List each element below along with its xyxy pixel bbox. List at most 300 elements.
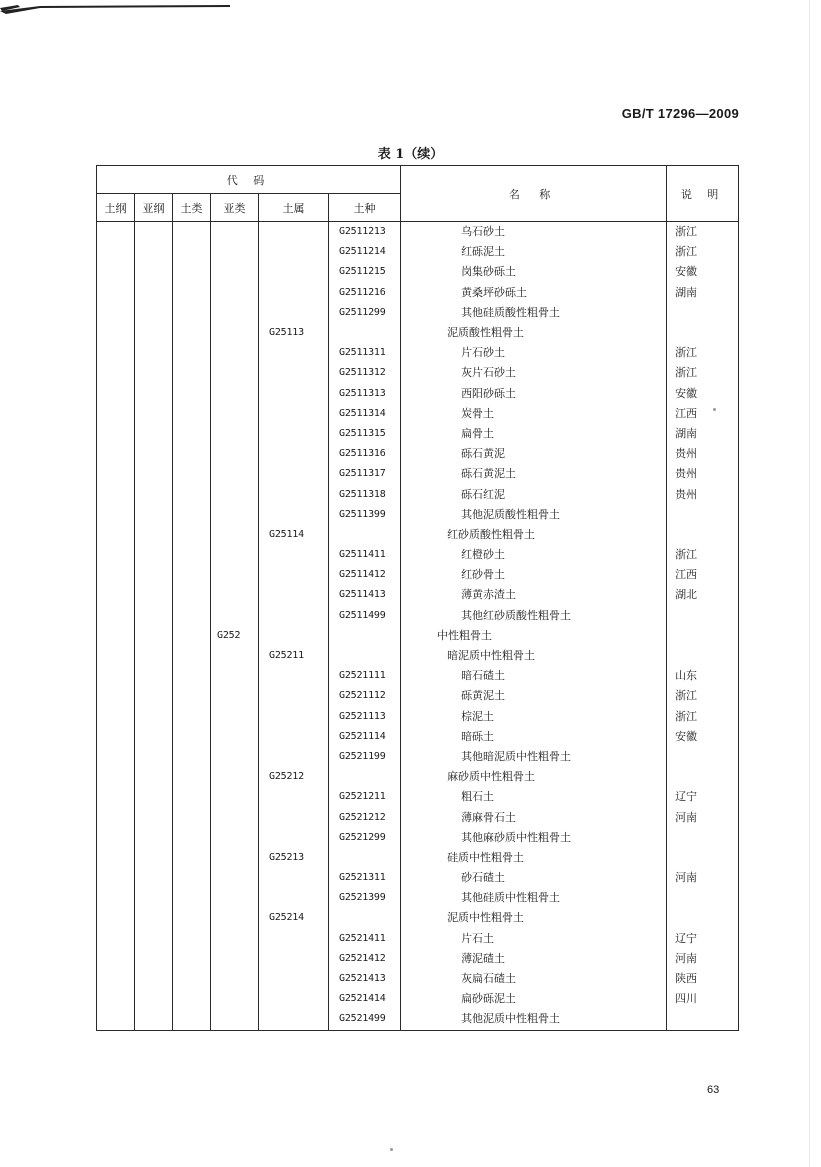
order-code-cell <box>97 262 135 282</box>
subgroup-code-cell <box>211 707 259 727</box>
soil-name-cell: 红橙砂土 <box>401 545 667 565</box>
subgroup-code-cell <box>211 1009 259 1030</box>
province-note-cell <box>667 888 739 908</box>
series-code-cell: G2521212 <box>329 807 401 827</box>
series-code-cell: G2511299 <box>329 303 401 323</box>
order-code-cell <box>97 929 135 949</box>
soil-name-cell: 硅质中性粗骨土 <box>401 848 667 868</box>
soil-name-cell: 黄桑坪砂砾土 <box>401 283 667 303</box>
header-subgroup: 亚类 <box>211 194 259 222</box>
series-code-cell: G2511317 <box>329 464 401 484</box>
province-note-cell: 湖南 <box>667 424 739 444</box>
subgroup-code-cell <box>211 343 259 363</box>
province-note-cell <box>667 747 739 767</box>
order-code-cell <box>97 1009 135 1030</box>
suborder-code-cell <box>135 384 173 404</box>
suborder-code-cell <box>135 505 173 525</box>
province-note-cell <box>667 767 739 787</box>
table-row <box>97 989 739 1009</box>
suborder-code-cell <box>135 626 173 646</box>
province-note-cell <box>667 908 739 928</box>
group-code-cell <box>173 626 211 646</box>
group-code-cell <box>173 585 211 605</box>
scan-speck <box>713 408 716 411</box>
family-code-cell: G25211 <box>259 646 329 666</box>
subgroup-code-cell <box>211 848 259 868</box>
series-code-cell: G2511311 <box>329 343 401 363</box>
province-note-cell: 江西 <box>667 565 739 585</box>
series-code-cell: G2521412 <box>329 949 401 969</box>
group-code-cell <box>173 363 211 383</box>
soil-name-cell: 西阳砂砾土 <box>401 384 667 404</box>
family-code-cell <box>259 303 329 323</box>
subgroup-code-cell <box>211 747 259 767</box>
group-code-cell <box>173 505 211 525</box>
table-row <box>97 848 739 868</box>
subgroup-code-cell <box>211 283 259 303</box>
suborder-code-cell <box>135 262 173 282</box>
series-code-cell: G2511214 <box>329 242 401 262</box>
province-note-cell: 陕西 <box>667 969 739 989</box>
family-code-cell <box>259 363 329 383</box>
table-row <box>97 707 739 727</box>
standard-number: GB/T 17296—2009 <box>621 106 739 121</box>
family-code-cell <box>259 989 329 1009</box>
family-code-cell <box>259 505 329 525</box>
order-code-cell <box>97 888 135 908</box>
soil-name-cell: 粗石土 <box>401 787 667 807</box>
group-code-cell <box>173 828 211 848</box>
series-code-cell: G2511318 <box>329 484 401 504</box>
table-row <box>97 484 739 504</box>
subgroup-code-cell <box>211 868 259 888</box>
subgroup-code-cell <box>211 464 259 484</box>
group-code-cell <box>173 464 211 484</box>
suborder-code-cell <box>135 868 173 888</box>
order-code-cell <box>97 807 135 827</box>
group-code-cell <box>173 888 211 908</box>
header-note: 说 明 <box>667 166 739 222</box>
suborder-code-cell <box>135 767 173 787</box>
table-row <box>97 343 739 363</box>
table-row <box>97 787 739 807</box>
soil-name-cell: 其他泥质酸性粗骨土 <box>401 505 667 525</box>
group-code-cell <box>173 242 211 262</box>
province-note-cell: 安徽 <box>667 262 739 282</box>
soil-name-cell: 砾黄泥土 <box>401 686 667 706</box>
group-code-cell <box>173 525 211 545</box>
group-code-cell <box>173 283 211 303</box>
table-row <box>97 585 739 605</box>
soil-name-cell: 砾石黄泥土 <box>401 464 667 484</box>
subgroup-code-cell <box>211 969 259 989</box>
order-code-cell <box>97 525 135 545</box>
group-code-cell <box>173 868 211 888</box>
soil-name-cell: 薄麻骨石土 <box>401 807 667 827</box>
series-code-cell: G2521399 <box>329 888 401 908</box>
soil-name-cell: 其他麻砂质中性粗骨土 <box>401 828 667 848</box>
province-note-cell: 河南 <box>667 868 739 888</box>
table-row <box>97 949 739 969</box>
suborder-code-cell <box>135 303 173 323</box>
group-code-cell <box>173 989 211 1009</box>
suborder-code-cell <box>135 807 173 827</box>
suborder-code-cell <box>135 646 173 666</box>
suborder-code-cell <box>135 424 173 444</box>
province-note-cell: 浙江 <box>667 363 739 383</box>
subgroup-code-cell <box>211 606 259 626</box>
order-code-cell <box>97 505 135 525</box>
table-row <box>97 626 739 646</box>
province-note-cell <box>667 505 739 525</box>
soil-name-cell: 泥质酸性粗骨土 <box>401 323 667 343</box>
family-code-cell: G25213 <box>259 848 329 868</box>
soil-name-cell: 泥质中性粗骨土 <box>401 908 667 928</box>
order-code-cell <box>97 242 135 262</box>
family-code-cell <box>259 242 329 262</box>
group-code-cell <box>173 606 211 626</box>
group-code-cell <box>173 707 211 727</box>
subgroup-code-cell <box>211 384 259 404</box>
soil-code-table <box>96 165 739 1031</box>
subgroup-code-cell <box>211 262 259 282</box>
series-code-cell: G2511413 <box>329 585 401 605</box>
family-code-cell <box>259 404 329 424</box>
family-code-cell <box>259 707 329 727</box>
order-code-cell <box>97 606 135 626</box>
family-code-cell <box>259 1009 329 1030</box>
group-code-cell <box>173 787 211 807</box>
series-code-cell: G2521199 <box>329 747 401 767</box>
family-code-cell <box>259 606 329 626</box>
table-row <box>97 283 739 303</box>
order-code-cell <box>97 626 135 646</box>
group-code-cell <box>173 1009 211 1030</box>
family-code-cell: G25212 <box>259 767 329 787</box>
province-note-cell <box>667 606 739 626</box>
order-code-cell <box>97 404 135 424</box>
province-note-cell: 山东 <box>667 666 739 686</box>
series-code-cell <box>329 848 401 868</box>
soil-name-cell: 炭骨土 <box>401 404 667 424</box>
province-note-cell: 浙江 <box>667 242 739 262</box>
table-row <box>97 868 739 888</box>
suborder-code-cell <box>135 323 173 343</box>
series-code-cell: G2511412 <box>329 565 401 585</box>
order-code-cell <box>97 949 135 969</box>
province-note-cell: 湖北 <box>667 585 739 605</box>
subgroup-code-cell <box>211 807 259 827</box>
province-note-cell: 辽宁 <box>667 787 739 807</box>
series-code-cell: G2521211 <box>329 787 401 807</box>
table-row <box>97 727 739 747</box>
family-code-cell <box>259 585 329 605</box>
family-code-cell <box>259 686 329 706</box>
order-code-cell <box>97 969 135 989</box>
family-code-cell <box>259 545 329 565</box>
series-code-cell <box>329 646 401 666</box>
province-note-cell: 浙江 <box>667 222 739 243</box>
family-code-cell <box>259 868 329 888</box>
order-code-cell <box>97 848 135 868</box>
order-code-cell <box>97 646 135 666</box>
province-note-cell <box>667 525 739 545</box>
order-code-cell <box>97 484 135 504</box>
province-note-cell <box>667 828 739 848</box>
order-code-cell <box>97 343 135 363</box>
subgroup-code-cell <box>211 908 259 928</box>
province-note-cell: 辽宁 <box>667 929 739 949</box>
suborder-code-cell <box>135 989 173 1009</box>
group-code-cell <box>173 929 211 949</box>
series-code-cell: G2521111 <box>329 666 401 686</box>
family-code-cell <box>259 222 329 243</box>
soil-name-cell: 暗砾土 <box>401 727 667 747</box>
suborder-code-cell <box>135 727 173 747</box>
soil-name-cell: 片石砂土 <box>401 343 667 363</box>
suborder-code-cell <box>135 343 173 363</box>
suborder-code-cell <box>135 585 173 605</box>
table-row <box>97 262 739 282</box>
table-body <box>97 222 739 1031</box>
subgroup-code-cell <box>211 545 259 565</box>
order-code-cell <box>97 787 135 807</box>
soil-name-cell: 岗集砂砾土 <box>401 262 667 282</box>
family-code-cell <box>259 807 329 827</box>
series-code-cell <box>329 767 401 787</box>
family-code-cell <box>259 262 329 282</box>
family-code-cell <box>259 969 329 989</box>
series-code-cell: G2511399 <box>329 505 401 525</box>
table-row <box>97 666 739 686</box>
order-code-cell <box>97 767 135 787</box>
table-row <box>97 545 739 565</box>
province-note-cell: 贵州 <box>667 484 739 504</box>
province-note-cell: 河南 <box>667 807 739 827</box>
province-note-cell: 安徽 <box>667 727 739 747</box>
suborder-code-cell <box>135 1009 173 1030</box>
group-code-cell <box>173 969 211 989</box>
family-code-cell <box>259 626 329 646</box>
subgroup-code-cell <box>211 646 259 666</box>
table-row <box>97 404 739 424</box>
series-code-cell: G2511315 <box>329 424 401 444</box>
table-row <box>97 1009 739 1030</box>
province-note-cell: 江西 <box>667 404 739 424</box>
soil-name-cell: 中性粗骨土 <box>401 626 667 646</box>
series-code-cell: G2521299 <box>329 828 401 848</box>
family-code-cell <box>259 424 329 444</box>
header-suborder: 亚纲 <box>135 194 173 222</box>
table-row <box>97 363 739 383</box>
group-code-cell <box>173 303 211 323</box>
suborder-code-cell <box>135 464 173 484</box>
suborder-code-cell <box>135 606 173 626</box>
suborder-code-cell <box>135 686 173 706</box>
header-family: 土属 <box>259 194 329 222</box>
suborder-code-cell <box>135 545 173 565</box>
series-code-cell: G2521411 <box>329 929 401 949</box>
table-row <box>97 303 739 323</box>
series-code-cell <box>329 525 401 545</box>
family-code-cell <box>259 888 329 908</box>
table-row <box>97 464 739 484</box>
order-code-cell <box>97 585 135 605</box>
subgroup-code-cell <box>211 888 259 908</box>
subgroup-code-cell <box>211 949 259 969</box>
suborder-code-cell <box>135 747 173 767</box>
header-series: 土种 <box>329 194 401 222</box>
order-code-cell <box>97 828 135 848</box>
subgroup-code-cell <box>211 424 259 444</box>
family-code-cell <box>259 727 329 747</box>
table-row <box>97 747 739 767</box>
series-code-cell: G2511215 <box>329 262 401 282</box>
table-row <box>97 505 739 525</box>
province-note-cell <box>667 646 739 666</box>
group-code-cell <box>173 949 211 969</box>
group-code-cell <box>173 262 211 282</box>
family-code-cell <box>259 565 329 585</box>
order-code-cell <box>97 989 135 1009</box>
family-code-cell <box>259 666 329 686</box>
subgroup-code-cell <box>211 989 259 1009</box>
order-code-cell <box>97 444 135 464</box>
soil-name-cell: 砂石碴土 <box>401 868 667 888</box>
series-code-cell: G2511314 <box>329 404 401 424</box>
family-code-cell <box>259 283 329 303</box>
family-code-cell <box>259 929 329 949</box>
table-row <box>97 444 739 464</box>
subgroup-code-cell <box>211 787 259 807</box>
series-code-cell: G2511499 <box>329 606 401 626</box>
family-code-cell: G25114 <box>259 525 329 545</box>
series-code-cell <box>329 908 401 928</box>
series-code-cell <box>329 626 401 646</box>
subgroup-code-cell <box>211 303 259 323</box>
soil-name-cell: 其他硅质中性粗骨土 <box>401 888 667 908</box>
group-code-cell <box>173 565 211 585</box>
subgroup-code-cell <box>211 505 259 525</box>
family-code-cell <box>259 747 329 767</box>
soil-name-cell: 暗石碴土 <box>401 666 667 686</box>
table-row <box>97 908 739 928</box>
group-code-cell <box>173 747 211 767</box>
suborder-code-cell <box>135 363 173 383</box>
scan-speck <box>390 1148 393 1151</box>
order-code-cell <box>97 424 135 444</box>
province-note-cell <box>667 848 739 868</box>
table-row <box>97 969 739 989</box>
subgroup-code-cell <box>211 444 259 464</box>
table-row <box>97 888 739 908</box>
suborder-code-cell <box>135 908 173 928</box>
table-row <box>97 807 739 827</box>
table-row <box>97 323 739 343</box>
soil-name-cell: 扁砂砾泥土 <box>401 989 667 1009</box>
suborder-code-cell <box>135 949 173 969</box>
family-code-cell: G25214 <box>259 908 329 928</box>
subgroup-code-cell <box>211 727 259 747</box>
order-code-cell <box>97 323 135 343</box>
family-code-cell <box>259 384 329 404</box>
family-code-cell <box>259 828 329 848</box>
suborder-code-cell <box>135 444 173 464</box>
soil-name-cell: 其他硅质酸性粗骨土 <box>401 303 667 323</box>
soil-name-cell: 红砂骨土 <box>401 565 667 585</box>
soil-name-cell: 砾石红泥 <box>401 484 667 504</box>
soil-name-cell: 红砂质酸性粗骨土 <box>401 525 667 545</box>
order-code-cell <box>97 303 135 323</box>
group-code-cell <box>173 908 211 928</box>
subgroup-code-cell <box>211 242 259 262</box>
order-code-cell <box>97 707 135 727</box>
subgroup-code-cell <box>211 222 259 243</box>
table-row <box>97 646 739 666</box>
family-code-cell <box>259 949 329 969</box>
subgroup-code-cell <box>211 585 259 605</box>
soil-name-cell: 其他泥质中性粗骨土 <box>401 1009 667 1030</box>
order-code-cell <box>97 727 135 747</box>
series-code-cell: G2521499 <box>329 1009 401 1030</box>
province-note-cell: 四川 <box>667 989 739 1009</box>
header-order: 土纲 <box>97 194 135 222</box>
group-code-cell <box>173 424 211 444</box>
table-row <box>97 384 739 404</box>
soil-name-cell: 扁骨土 <box>401 424 667 444</box>
suborder-code-cell <box>135 969 173 989</box>
group-code-cell <box>173 807 211 827</box>
province-note-cell <box>667 1009 739 1030</box>
header-group: 土类 <box>173 194 211 222</box>
order-code-cell <box>97 222 135 243</box>
province-note-cell: 湖南 <box>667 283 739 303</box>
group-code-cell <box>173 666 211 686</box>
family-code-cell <box>259 343 329 363</box>
suborder-code-cell <box>135 222 173 243</box>
group-code-cell <box>173 323 211 343</box>
family-code-cell <box>259 787 329 807</box>
suborder-code-cell <box>135 242 173 262</box>
suborder-code-cell <box>135 525 173 545</box>
table-row <box>97 606 739 626</box>
subgroup-code-cell <box>211 929 259 949</box>
order-code-cell <box>97 868 135 888</box>
suborder-code-cell <box>135 787 173 807</box>
suborder-code-cell <box>135 888 173 908</box>
group-code-cell <box>173 384 211 404</box>
province-note-cell: 贵州 <box>667 444 739 464</box>
series-code-cell: G2521413 <box>329 969 401 989</box>
order-code-cell <box>97 686 135 706</box>
province-note-cell <box>667 626 739 646</box>
group-code-cell <box>173 848 211 868</box>
soil-name-cell: 片石土 <box>401 929 667 949</box>
subgroup-code-cell <box>211 363 259 383</box>
soil-name-cell: 薄泥碴土 <box>401 949 667 969</box>
province-note-cell: 浙江 <box>667 686 739 706</box>
suborder-code-cell <box>135 565 173 585</box>
province-note-cell: 河南 <box>667 949 739 969</box>
subgroup-code-cell <box>211 323 259 343</box>
soil-name-cell: 薄黄赤渣土 <box>401 585 667 605</box>
subgroup-code-cell <box>211 484 259 504</box>
table-row <box>97 424 739 444</box>
header-code-group: 代 码 <box>97 166 401 194</box>
group-code-cell <box>173 404 211 424</box>
order-code-cell <box>97 363 135 383</box>
soil-name-cell: 乌石砂土 <box>401 222 667 243</box>
